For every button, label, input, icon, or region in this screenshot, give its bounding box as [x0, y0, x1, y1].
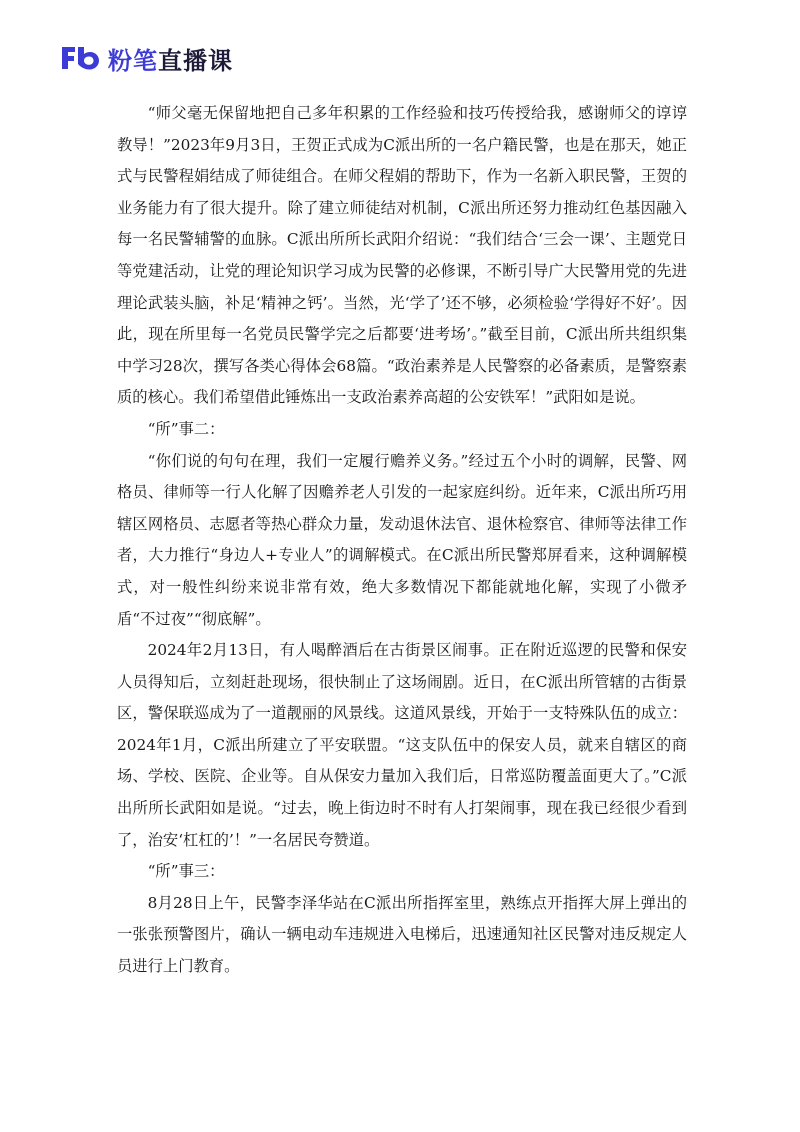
page-header	[58, 40, 233, 76]
brand-secondary: 直播课	[158, 46, 233, 75]
brand-primary: 粉笔	[108, 46, 158, 75]
paragraph: 2024年2月13日，有人喝醉酒后在古街景区闹事。正在附近巡逻的民警和保安人员得知后，立刻赶赴现场，很快制止了这场闹剧。近日，在C派出所管辖的古街景区，警保联巡成为了一道靓丽的风景线。这道风景线，开始于一支特殊队伍的成立：2024年1月，C派出所建立了平安联盟。“这支队伍中的保安人员，就来自辖区的商场、学校、医院、企业等。自从保安力量加入我们后，日常巡防覆盖面更大了。”C派出所所长武阳如是说。“过去，晚上街边时不时有人打架闹事，现在我已经很少看到了，治安‘杠杠的’！”一名居民夸赞道。	[117, 641, 687, 849]
section-heading: “所”事二：	[147, 419, 225, 438]
fenbi-logo-icon	[58, 43, 102, 73]
article-body	[117, 98, 687, 983]
paragraph: “你们说的句句在理，我们一定履行赡养义务。”经过五个小时的调解，民警、网格员、律师等一行人化解了因赡养老人引发的一起家庭纠纷。近年来，C派出所巧用辖区网格员、志愿者等热心群众力量，发动退休法官、退休检察官、律师等法律工作者，大力推行“身边人+专业人”的调解模式。在C派出所民警郑屏看来，这种调解模式，对一般性纠纷来说非常有效，绝大多数情况下都能就地化解，实现了小微矛盾“不过夜”“彻底解”。	[117, 451, 687, 628]
brand-name	[108, 41, 233, 76]
paragraph: 8月28日上午，民警李泽华站在C派出所指挥室里，熟练点开指挥大屏上弹出的一张张预警图片，确认一辆电动车违规进入电梯后，迅速通知社区民警对违反规定人员进行上门教育。	[117, 893, 687, 976]
section-heading: “所”事三：	[147, 862, 225, 881]
paragraph: “师父毫无保留地把自己多年积累的工作经验和技巧传授给我，感谢师父的谆谆教导！”2023年9月3日，王贺正式成为C派出所的一名户籍民警，也是在那天，她正式与民警程娟结成了师徒组合。在师父程娟的帮助下，作为一名新入职民警，王贺的业务能力有了很大提升。除了建立师徒结对机制，C派出所还努力推动红色基因融入每一名民警辅警的血脉。C派出所所长武阳介绍说：“我们结合‘三会一课’、主题党日等党建活动，让党的理论知识学习成为民警的必修课，不断引导广大民警用党的先进理论武装头脑，补足‘精神之钙’。当然，光‘学了’还不够，必须检验‘学得好不好’。因此，现在所里每一名党员民警学完之后都要‘进考场’。”截至目前，C派出所共组织集中学习28次，撰写各类心得体会68篇。“政治素养是人民警察的必备素质，是警察素质的核心。我们希望借此锤炼出一支政治素养高超的公安铁军！”武阳如是说。	[117, 104, 687, 407]
